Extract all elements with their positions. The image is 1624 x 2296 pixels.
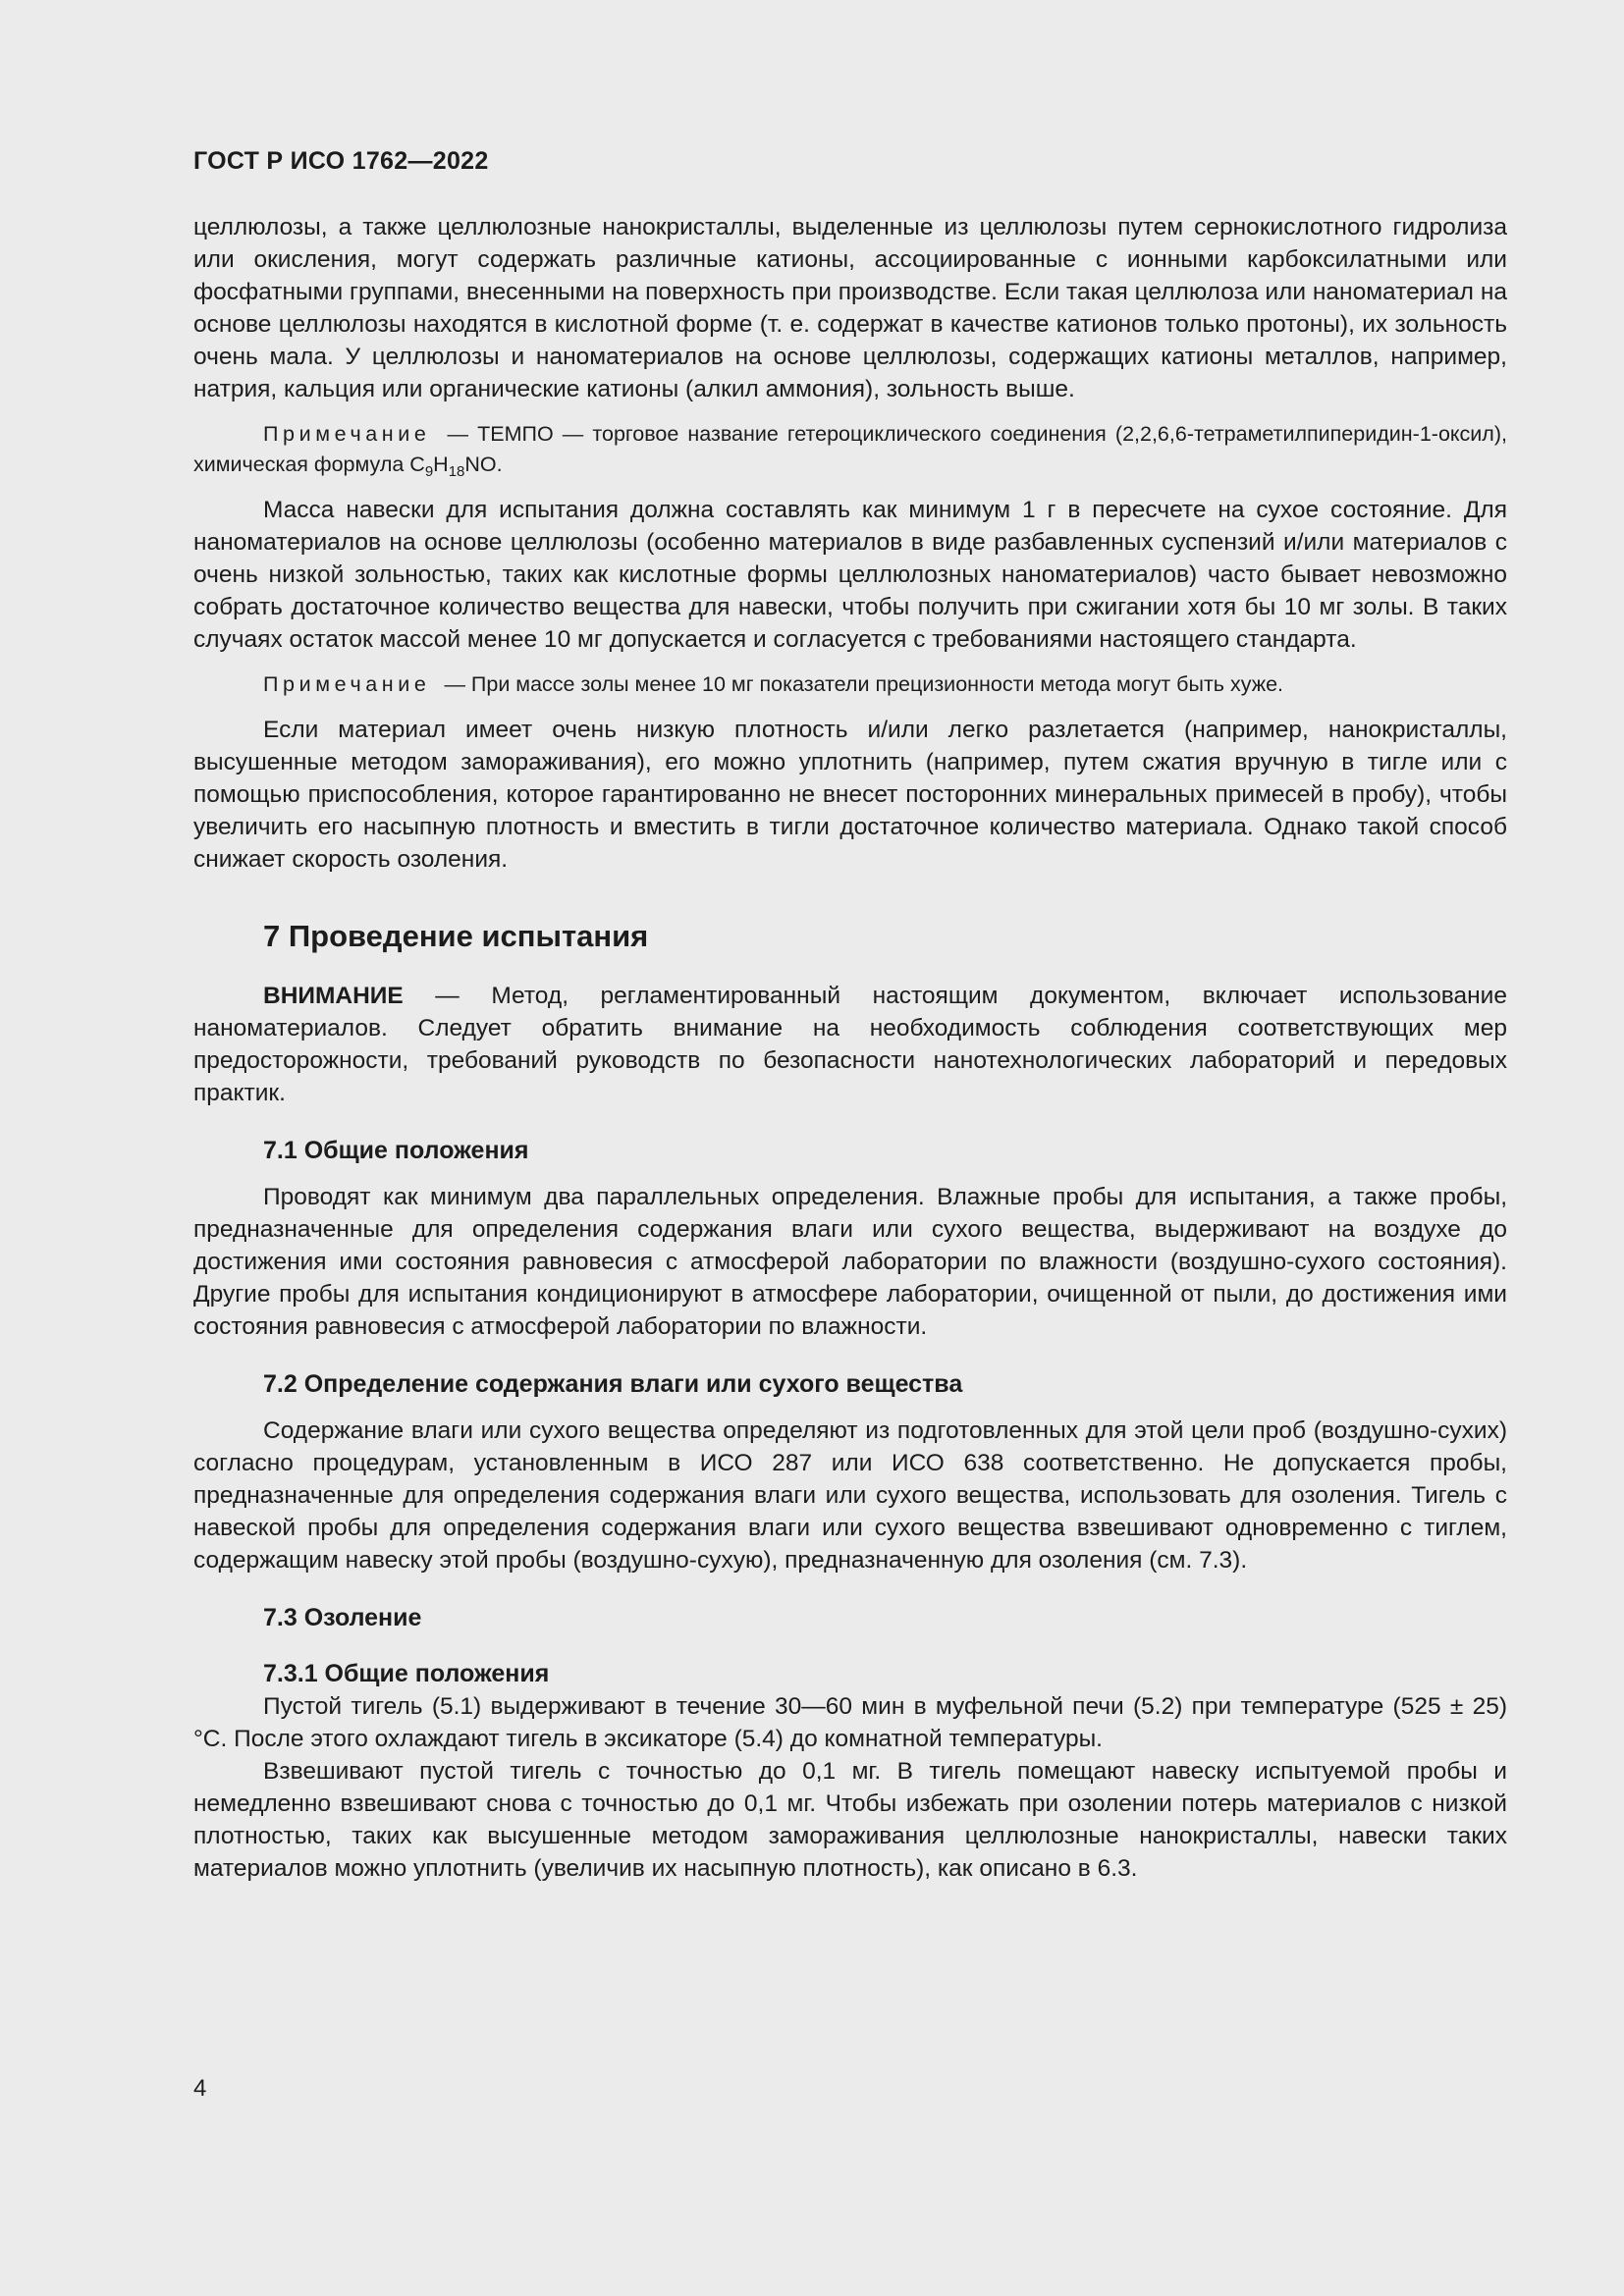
formula-h: H bbox=[433, 453, 449, 476]
subscript-18: 18 bbox=[448, 463, 465, 480]
paragraph-sample-mass: Масса навески для испытания должна составлять как минимум 1 г в пересчете на сухое состояние. Для наноматериалов на основе целлюлозы (особенно материалов в виде разбавленных суспензий и/или материалов с очень низкой зольностью, таких как кислотные формы целлюлозных наноматериалов) часто бывает невозможно собрать достаточное количество вещества для навески, чтобы получить при сжигании хотя бы 10 мг золы. В таких случаях остаток массой менее 10 мг допускается и согласуется с требованиями настоящего стандарта. bbox=[193, 497, 1507, 653]
section-7-1-text: Проводят как минимум два параллельных определения. Влажные пробы для испытания, а также пробы, предназначенные для определения содержания влаги или сухого вещества, выдерживают на воздухе до достижения ими состояния равновесия с атмосферой лаборатории по влажности (воздушно-сухого состояния). Другие пробы для испытания кондиционируют в атмосфере лаборатории, очищенной от пыли, до достижения ими состояния равновесия с атмосферой лаборатории по влажности. bbox=[193, 1184, 1507, 1340]
warning-label: ВНИМАНИЕ bbox=[263, 983, 404, 1009]
note-precision bbox=[193, 669, 1507, 700]
paragraph-low-density: Если материал имеет очень низкую плотность и/или легко разлетается (например, нанокристаллы, высушенные методом замораживания), его можно уплотнить (например, путем сжатия вручную в тигле или с помощью приспособления, которое гарантированно не внесет посторонних минеральных примесей в пробу), чтобы увеличить его насыпную плотность и вместить в тигли достаточное количество материала. Однако такой способ снижает скорость озоления. bbox=[193, 717, 1507, 873]
document-code-header: ГОСТ Р ИСО 1762—2022 bbox=[193, 147, 489, 175]
section-7-1-title: 7.1 Общие положения bbox=[263, 1137, 529, 1164]
section-7-3-1-title: 7.3.1 Общие положения bbox=[263, 1660, 550, 1687]
section-7-3-title: 7.3 Озоление bbox=[263, 1604, 422, 1631]
note-label: Примечание bbox=[263, 672, 431, 696]
note-label: Примечание bbox=[263, 422, 431, 446]
paragraph-intro: целлюлозы, а также целлюлозные нанокристаллы, выделенные из целлюлозы путем сернокислотного гидролиза или окисления, могут содержать различные катионы, ассоциированные с ионными карбоксилатными или фосфатными группами, внесенными на поверхность при производстве. Если такая целлюлоза или наноматериал на основе целлюлозы находятся в кислотной форме (т. е. содержат в качестве катионов только протоны), их зольность очень мала. У целлюлозы и наноматериалов на основе целлюлозы, содержащих катионы металлов, например, натрия, кальция или органические катионы (алкил аммония), зольность выше. bbox=[193, 214, 1507, 402]
formula-tail: NO. bbox=[464, 453, 503, 476]
section-7-2-text: Содержание влаги или сухого вещества определяют из подготовленных для этой цели проб (воздушно-сухих) согласно процедурам, установленным в ИСО 287 или ИСО 638 соответственно. Не допускается пробы, предназначенные для определения содержания влаги или сухого вещества, использовать для озоления. Тигель с навеской пробы для определения содержания влаги или сухого вещества взвешивают одновременно с тиглем, содержащим навеску этой пробы (воздушно-сухую), предназначенную для озоления (см. 7.3). bbox=[193, 1417, 1507, 1574]
warning-text: — Метод, регламентированный настоящим документом, включает использование наноматериалов. Следует обратить внимание на необходимость соблюдения соответствующих мер предосторожности, требований руководств по безопасности нанотехнологических лабораторий и передовых практик. bbox=[193, 983, 1507, 1106]
section-7-2-title: 7.2 Определение содержания влаги или сухого вещества bbox=[263, 1370, 963, 1398]
section-7-3-1-text-1: Пустой тигель (5.1) выдерживают в течение 30—60 мин в муфельной печи (5.2) при температуре (525 ± 25) °С. После этого охлаждают тигель в эксикаторе (5.4) до комнатной температуры. bbox=[193, 1693, 1507, 1752]
note-tempo bbox=[193, 419, 1507, 480]
warning-paragraph bbox=[193, 980, 1507, 1109]
section-7-3-1-text-2: Взвешивают пустой тигель с точностью до 0,1 мг. В тигель помещают навеску испытуемой пробы и немедленно взвешивают снова с точностью до 0,1 мг. Чтобы избежать при озолении потерь материалов с низкой плотностью, таких как высушенные методом замораживания целлюлозные нанокристаллы, навески таких материалов можно уплотнить (увеличив их насыпную плотность), как описано в 6.3. bbox=[193, 1758, 1507, 1882]
document-page bbox=[193, 147, 1507, 1885]
note-precision-text: — При массе золы менее 10 мг показатели прецизионности метода могут быть хуже. bbox=[444, 672, 1284, 696]
section-7-title: 7 Проведение испытания bbox=[263, 919, 649, 953]
page-number: 4 bbox=[193, 2075, 207, 2102]
subscript-9: 9 bbox=[424, 463, 434, 480]
note-tempo-text: — ТЕМПО — торговое название гетероциклического соединения (2,2,6,6-тетраметилпиперидин-1-оксил), химическая формула C bbox=[193, 422, 1507, 476]
